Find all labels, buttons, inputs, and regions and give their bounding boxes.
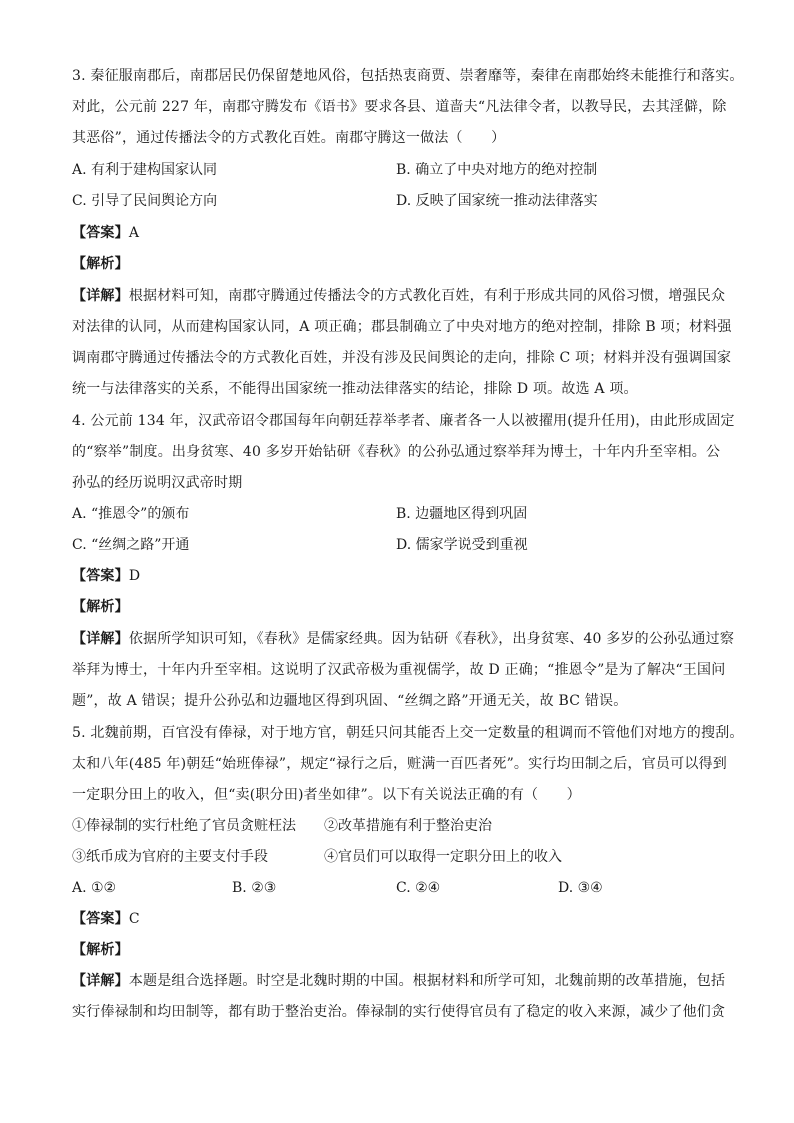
q5-stem-line-3: 一定职分田上的收入，但“卖(职分田)者坐如律”。以下有关说法正确的有（ ） <box>72 787 581 803</box>
q5-statement-2: ②改革措施有利于整治吏治 <box>324 818 492 834</box>
q5-detail-line-1 <box>72 971 725 991</box>
q3-option-a: A. 有利于建构国家认同 <box>72 162 218 178</box>
detail-tag: 【详解】 <box>72 631 129 647</box>
answer-tag: 【答案】 <box>72 225 129 241</box>
answer-tag: 【答案】 <box>72 911 129 927</box>
q4-stem-line-3: 孙弘的经历说明汉武帝时期 <box>72 475 243 491</box>
q4-option-d: D. 儒家学说受到重视 <box>396 537 528 553</box>
q3-stem-line-3: 其恶俗”，通过传播法令的方式教化百姓。南郡守腾这一做法（ ） <box>72 130 506 146</box>
q5-detail-line-2: 实行俸禄制和均田制等，都有助于整治吏治。俸禄制的实行使得官员有了稳定的收入来源，减少了他们贪 <box>72 1004 726 1020</box>
q3-stem-line-2: 对此，公元前 227 年，南郡守腾发布《语书》要求各县、道啬夫“凡法律令者，以教导民，去其淫僻，除 <box>72 99 727 115</box>
q4-answer <box>72 566 140 586</box>
q5-statement-4: ④官员们可以取得一定职分田上的收入 <box>324 849 562 865</box>
q5-stem-line-2: 太和八年(485 年)朝廷“始班俸禄”，规定“禄行之后，赃满一百匹者死”。实行均田制之后，官员可以得到 <box>72 756 727 772</box>
q5-analysis-tag <box>72 940 129 960</box>
q3-detail-text-1: 根据材料可知，南郡守腾通过传播法令的方式教化百姓，有利于形成共同的风俗习惯，增强民众 <box>128 288 726 304</box>
q5-statement-3: ③纸币成为官府的主要支付手段 <box>72 849 268 865</box>
detail-tag: 【详解】 <box>72 973 129 989</box>
q4-detail-line-1 <box>72 629 734 649</box>
q5-statement-1: ①俸禄制的实行杜绝了官员贪赃枉法 <box>72 818 296 834</box>
detail-tag: 【详解】 <box>72 288 129 304</box>
q5-option-b: B. ②③ <box>232 880 277 896</box>
q3-answer-value: A <box>128 225 140 241</box>
q5-stem-line-1: 5. 北魏前期，百官没有俸禄，对于地方官，朝廷只问其能否上交一定数量的租调而不管他们对地方的搜刮。 <box>72 725 744 741</box>
answer-tag: 【答案】 <box>72 568 129 584</box>
q4-option-b: B. 边疆地区得到巩固 <box>396 506 528 522</box>
q4-analysis-tag <box>72 597 129 617</box>
q4-option-a: A. “推恩令”的颁布 <box>72 506 190 522</box>
analysis-tag: 【解析】 <box>72 256 129 272</box>
q4-detail-line-2: 举拜为博士，十年内升至宰相。这说明了汉武帝极为重视儒学，故 D 正确；“推恩令”是为了解决“王国问 <box>72 662 726 678</box>
q3-answer <box>72 223 139 243</box>
q4-stem-line-1: 4. 公元前 134 年，汉武帝诏令郡国每年向朝廷荐举孝者、廉者各一人以被擢用(提升任用)，由此形成固定 <box>72 413 735 429</box>
q4-answer-value: D <box>128 568 141 584</box>
q5-option-c: C. ②④ <box>396 880 441 896</box>
analysis-tag: 【解析】 <box>72 599 129 615</box>
q3-detail-line-2: 对法律的认同，从而建构国家认同，A 项正确；郡县制确立了中央对地方的绝对控制，排除 B 项；材料强 <box>72 319 732 335</box>
q5-option-a: A. ①② <box>72 880 117 896</box>
analysis-tag: 【解析】 <box>72 942 129 958</box>
q3-option-b: B. 确立了中央对地方的绝对控制 <box>396 162 598 178</box>
q5-option-d: D. ③④ <box>558 880 603 896</box>
q3-stem-line-1: 3. 秦征服南郡后，南郡居民仍保留楚地风俗，包括热衷商贾、崇奢靡等，秦律在南郡始终未能推行和落实。 <box>72 68 744 84</box>
q4-stem-line-2: 的“察举”制度。出身贫寒、40 多岁开始钻研《春秋》的公孙弘通过察举拜为博士，十年内升至宰相。公 <box>72 444 721 460</box>
q3-detail-line-3: 调南郡守腾通过传播法令的方式教化百姓，并没有涉及民间舆论的走向，排除 C 项；材料并没有强调国家 <box>72 350 732 366</box>
q4-detail-text-1: 依据所学知识可知，《春秋》是儒家经典。因为钻研《春秋》，出身贫寒、40 多岁的公孙弘通过察 <box>128 631 735 647</box>
q4-detail-line-3: 题”，故 A 错误；提升公孙弘和边疆地区得到巩固、“丝绸之路”开通无关，故 BC 错误。 <box>72 693 628 709</box>
q3-option-c: C. 引导了民间舆论方向 <box>72 193 218 209</box>
q5-detail-text-1: 本题是组合选择题。时空是北魏时期的中国。根据材料和所学可知，北魏前期的改革措施，包括 <box>128 973 726 989</box>
q5-answer <box>72 909 140 929</box>
q3-option-d: D. 反映了国家统一推动法律落实 <box>396 193 598 209</box>
q5-answer-value: C <box>128 911 140 927</box>
q3-analysis-tag <box>72 254 129 274</box>
q3-detail-line-1 <box>72 286 725 306</box>
q3-detail-line-4: 统一与法律落实的关系，不能得出国家统一推动法律落实的结论，排除 D 项。故选 A 项。 <box>72 381 638 397</box>
q4-option-c: C. “丝绸之路”开通 <box>72 537 190 553</box>
